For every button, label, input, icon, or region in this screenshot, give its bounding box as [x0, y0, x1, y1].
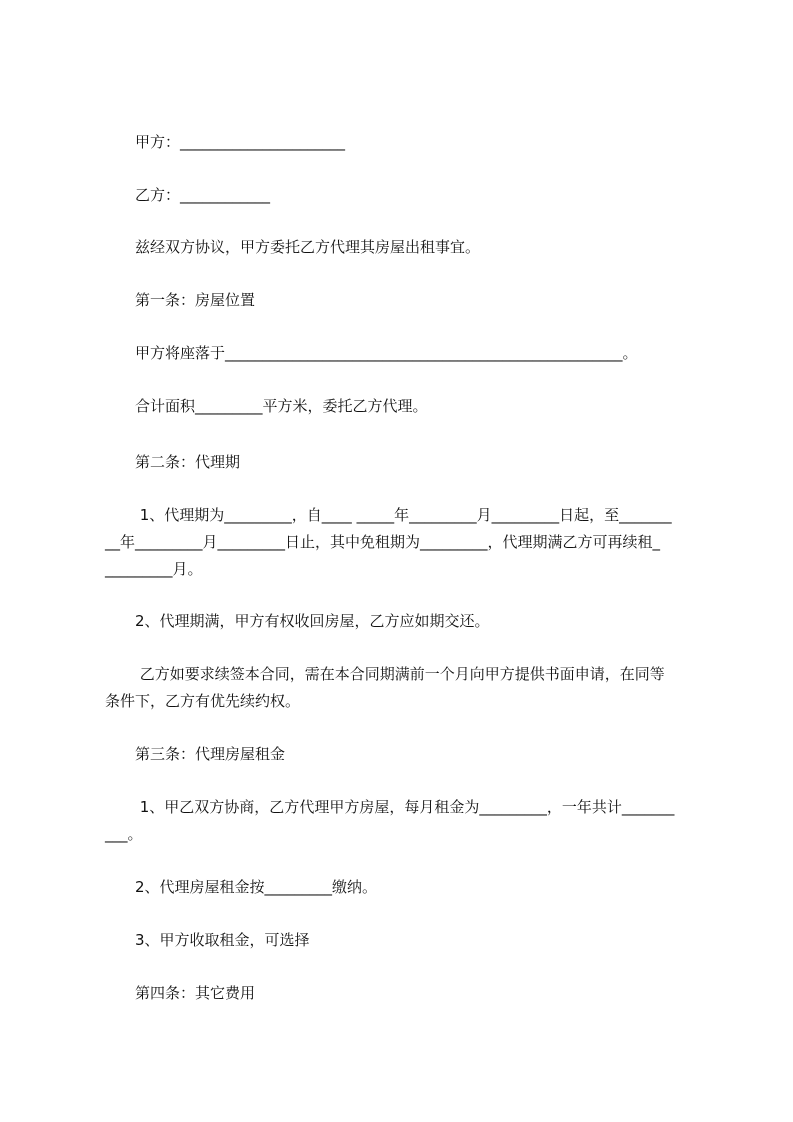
agency-expiry-line: 2、代理期满，甲方有权收回房屋，乙方应如期交还。: [135, 612, 490, 630]
article-2-title: 第二条：代理期: [135, 453, 241, 471]
article-1-title: 第一条：房屋位置: [135, 291, 256, 309]
agency-period-line-1: 1、代理期为_________，自____ _____年_________月_________日起，至_______: [135, 506, 672, 524]
rent-collection-line: 3、甲方收取租金，可选择: [135, 931, 310, 949]
article-3-title: 第三条：代理房屋租金: [135, 745, 286, 763]
party-a-line: 甲方：______________________: [135, 133, 346, 151]
agency-period-line-3: _________月。: [105, 560, 203, 578]
agency-period-line-2: __年_________月_________日止，其中免租期为_________，代理期满乙方可再续租_: [105, 533, 661, 551]
rent-line-2: ___。: [105, 825, 143, 843]
renewal-line-1: 乙方如要求续签本合同，需在本合同期满前一个月向甲方提供书面申请，在同等: [135, 665, 665, 683]
intro-paragraph: 兹经双方协议，甲方委托乙方代理其房屋出租事宜。: [135, 238, 481, 256]
renewal-line-2: 条件下，乙方有优先续约权。: [105, 692, 301, 710]
rent-payment-line: 2、代理房屋租金按_________缴纳。: [135, 878, 378, 896]
rent-line-1: 1、甲乙双方协商，乙方代理甲方房屋，每月租金为_________，一年共计_______: [135, 798, 675, 816]
party-b-line: 乙方：____________: [135, 186, 271, 204]
area-line: 合计面积_________平方米，委托乙方代理。: [135, 397, 428, 415]
property-location-line: 甲方将座落于_____________________________________________________。: [135, 344, 638, 362]
article-4-title: 第四条：其它费用: [135, 984, 256, 1002]
